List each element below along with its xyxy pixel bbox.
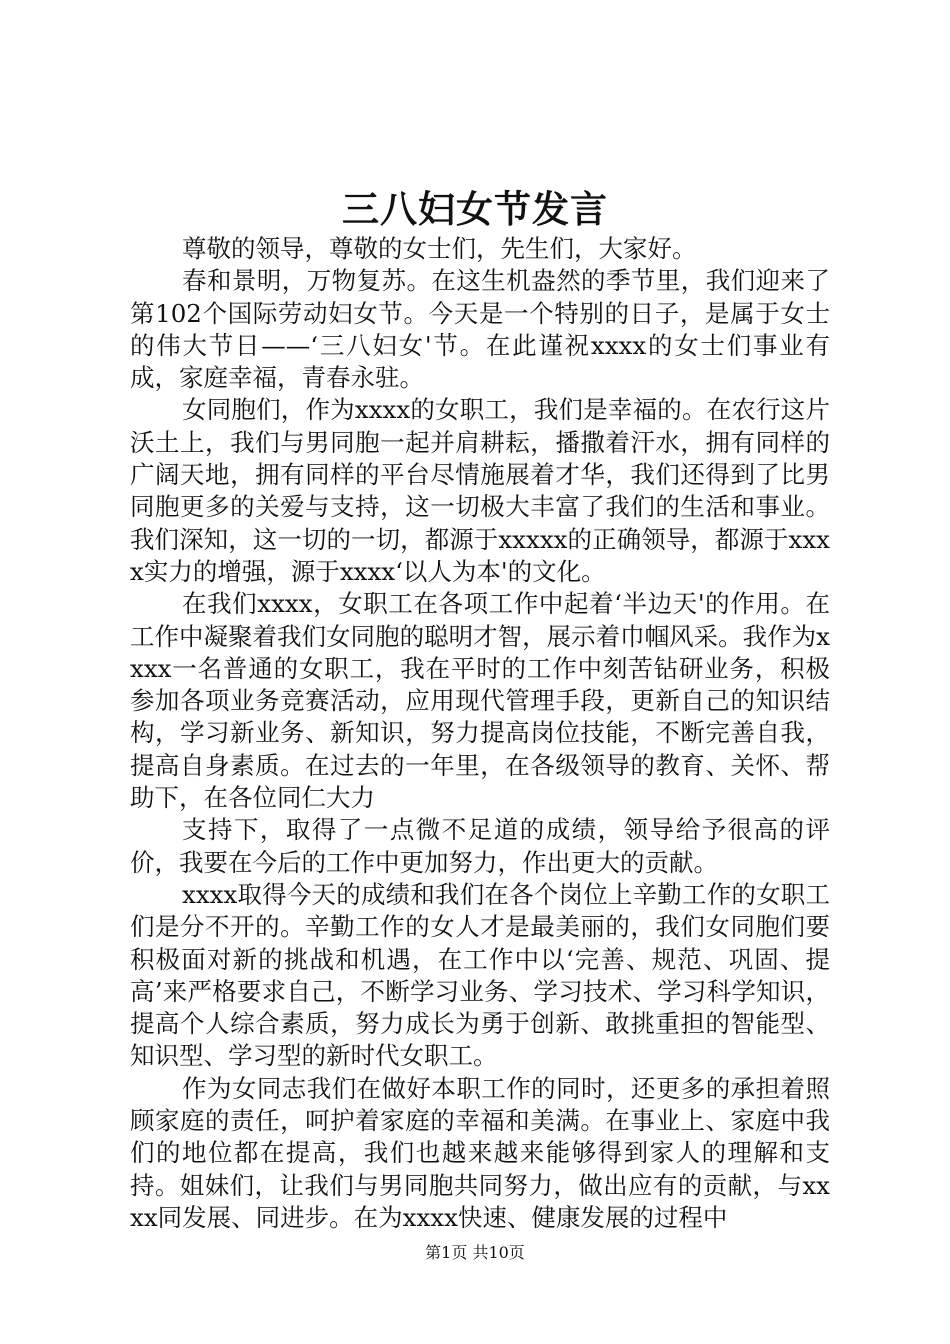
paragraph-happiness: 女同胞们，作为xxxx的女职工，我们是幸福的。在农行这片沃土上，我们与男同胞一起并肩耕耘，播撒着汗水，拥有同样的广阔天地，拥有同样的平台尽情施展着才华，我们还得到了比男同胞更多的关爱与支持，这一切极大丰富了我们的生活和事业。我们深知，这一切的一切，都源于xxxxx的正确领导，都源于xxxx实力的增强，源于xxxx‘以人为本'的文化。: [130, 395, 830, 586]
document-body: [130, 233, 830, 1234]
page-number: 第1页 共10页: [425, 1243, 525, 1262]
paragraph-half-sky: 在我们xxxx，女职工在各项工作中起着‘半边天'的作用。在工作中凝聚着我们女同胞的聪明才智，展示着巾帼风采。我作为xxxx一名普通的女职工，我在平时的工作中刻苦钻研业务，积极参加各项业务竞赛活动，应用现代管理手段，更新自己的知识结构，学习新业务、新知识，努力提高岗位技能，不断完善自我，提高自身素质。在过去的一年里，在各级领导的教育、关怀、帮助下，在各位同仁大力: [130, 589, 830, 813]
paragraph-support: 支持下，取得了一点微不足道的成绩，领导给予很高的评价，我要在今后的工作中更加努力，作出更大的贡献。: [130, 815, 830, 877]
paragraph-achievements: xxxx取得今天的成绩和我们在各个岗位上辛勤工作的女职工们是分不开的。辛勤工作的女人才是最美丽的，我们女同胞们要积极面对新的挑战和机遇，在工作中以‘完善、规范、巩固、提高’来严格要求自己，不断学习业务、学习技术、学习科学知识，提高个人综合素质，努力成长为勇于创新、敢挑重担的智能型、知识型、学习型的新时代女职工。: [130, 879, 830, 1071]
paragraph-spring: 春和景明，万物复苏。在这生机盎然的季节里，我们迎来了第102个国际劳动妇女节。今天是一个特别的日子，是属于女士的伟大节日——‘三八妇女'节。在此谨祝xxxx的女士们事业有成，家庭幸福，青春永驻。: [130, 266, 830, 393]
paragraph-family: 作为女同志我们在做好本职工作的同时，还更多的承担着照顾家庭的责任，呵护着家庭的幸福和美满。在事业上、家庭中我们的地位都在提高，我们也越来越来能够得到家人的理解和支持。姐妹们，让我们与男同胞共同努力，做出应有的贡献，与xxxx同发展、同进步。在为xxxx快速、健康发展的过程中: [130, 1073, 830, 1232]
paragraph-greeting: 尊敬的领导，尊敬的女士们，先生们，大家好。: [182, 234, 697, 263]
document-title: 三八妇女节发言: [342, 187, 608, 231]
